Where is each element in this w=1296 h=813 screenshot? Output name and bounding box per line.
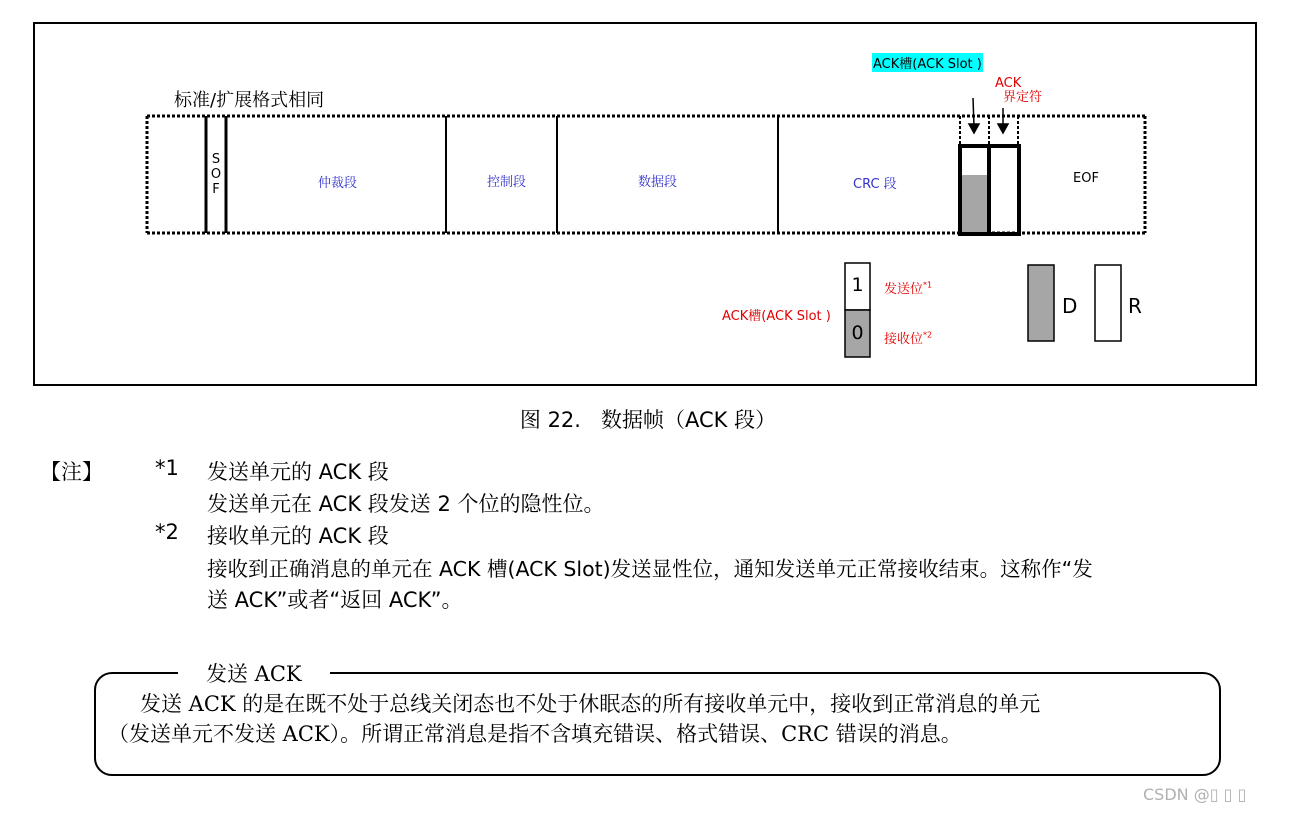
legend-ack-slot-label: ACK槽(ACK Slot ) xyxy=(722,309,831,324)
legend-send-bit-sup: *1 xyxy=(923,280,933,290)
legend-recessive-label: R xyxy=(1128,294,1142,318)
note1-mark: *1 xyxy=(155,456,179,480)
send-ack-line2: （发送单元不发送 ACK）。所谓正常消息是指不含填充错误、格式错误、CRC 错误的消息。 xyxy=(108,722,962,746)
field-arbitration: 仲裁段 xyxy=(318,176,358,191)
ack-delimiter-label-line2: 界定符 xyxy=(1003,90,1043,105)
note1-title: 发送单元的 ACK 段 xyxy=(207,460,389,484)
note2-mark: *2 xyxy=(155,520,179,544)
note2-body-line2: 送 ACK”或者“返回 ACK”。 xyxy=(207,588,463,612)
sof-letter-o: O xyxy=(210,167,222,182)
legend-recv-bit xyxy=(884,328,932,347)
sof-letter-s: S xyxy=(211,152,221,167)
ack-delimiter-label-line1: ACK xyxy=(995,76,1022,91)
figure-caption: 图 22. 数据帧（ACK 段） xyxy=(519,408,777,432)
ack-slot-top-label: ACK槽(ACK Slot ) xyxy=(872,53,983,72)
common-format-label: 标准/扩展格式相同 xyxy=(174,90,325,111)
field-control: 控制段 xyxy=(487,175,527,190)
legend-send-bit-text: 发送位 xyxy=(884,282,924,297)
field-crc: CRC 段 xyxy=(853,177,897,192)
send-ack-line1: 发送 ACK 的是在既不处于总线关闭态也不处于休眠态的所有接收单元中，接收到正常消息的单元 xyxy=(140,692,1041,716)
legend-dominant-label: D xyxy=(1062,294,1078,318)
legend-dominant-box xyxy=(1028,265,1054,341)
sof-letter-f: F xyxy=(212,182,220,197)
field-data: 数据段 xyxy=(638,175,678,190)
notes-bracket: 【注】 xyxy=(40,460,103,484)
ack-delimiter-box xyxy=(989,146,1019,234)
csdn-watermark: CSDN @▯ ▯ ▯ xyxy=(1143,785,1247,804)
ack-slot-fill xyxy=(961,175,988,233)
note2-body-line1: 接收到正确消息的单元在 ACK 槽(ACK Slot)发送显性位，通知发送单元正常接收结束。这称作“发 xyxy=(207,557,1093,581)
note1-body: 发送单元在 ACK 段发送 2 个位的隐性位。 xyxy=(207,492,605,516)
legend-send-bit xyxy=(884,278,932,297)
legend-recv-bit-text: 接收位 xyxy=(884,332,924,347)
arrow-ack-slot xyxy=(973,98,974,127)
legend-bit0-value: 0 xyxy=(851,322,864,344)
send-ack-title: 发送 ACK xyxy=(178,658,330,688)
note2-title: 接收单元的 ACK 段 xyxy=(207,524,389,548)
legend-recv-bit-sup: *2 xyxy=(923,330,933,340)
legend-recessive-box xyxy=(1095,265,1121,341)
legend-bit1-value: 1 xyxy=(851,274,864,296)
field-eof: EOF xyxy=(1073,171,1099,186)
